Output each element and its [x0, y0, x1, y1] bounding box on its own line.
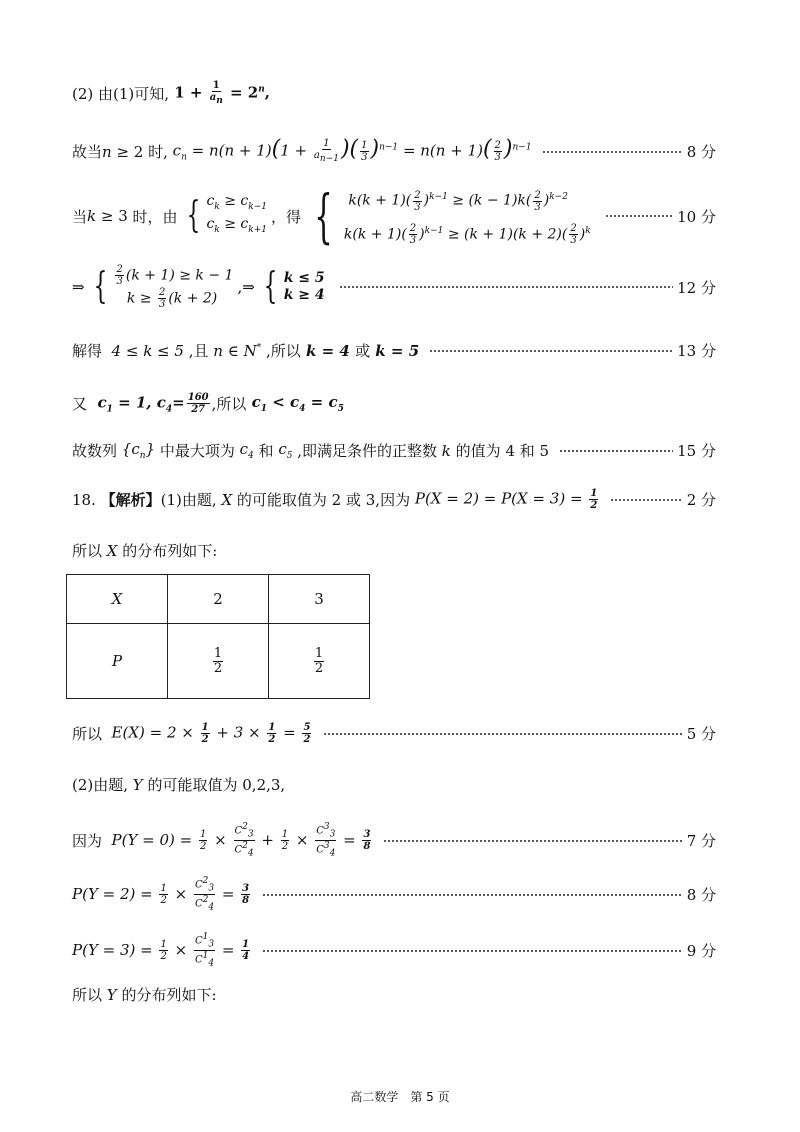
- dot-leader: [610, 499, 682, 501]
- inequality-system: { $c_k \ge c_{k-1}$ $c_k \ge c_{k+1}$: [186, 193, 267, 236]
- fraction-numerator: 1: [314, 645, 324, 661]
- score-label: 9 分: [686, 942, 716, 961]
- distribution-table: [66, 574, 370, 699]
- line-text: 或: [355, 342, 371, 360]
- line-text: 故当: [72, 143, 103, 161]
- table-cell: 2: [168, 575, 269, 624]
- score-label: 10 分: [677, 207, 716, 226]
- line-text: 中最大项为: [159, 442, 235, 460]
- line-text: 时，由: [132, 207, 178, 226]
- solution-line-15: 所以 Y 的分布列如下:: [72, 985, 217, 1004]
- inequality-system: { $\frac{2}{3}$ (k + 1) ≥ k − 1 k ≥ $\frac{2}{3}$ (k + 2): [93, 264, 234, 310]
- table-cell: 3: [269, 575, 370, 624]
- dot-leader: [262, 950, 683, 952]
- inequality-system-expanded: { k(k + 1)( $\frac{2}{3}$ )$^{k-1}$ ≥ (k − 1)k( $\frac{2}{3}$ )$^{k-2}$ k(k + 1)( $\frac{2}{3}$ )$^{k-1}$ ≥ (k + 1)(k + 2)( $\frac{2}{3}$ )$^k$: [314, 182, 591, 250]
- line-text: ,且: [188, 342, 209, 360]
- line-text: 的分布列如下:: [121, 986, 217, 1004]
- solution-line-10: 所以 E(X) = 2 × $\frac{1}{2}$ + 3 × $\frac{1}{2}$ = $\frac{5}{2}$ 5 分: [72, 722, 716, 745]
- line-text: 所以: [72, 542, 103, 560]
- score-label: 15 分: [677, 442, 716, 460]
- dot-leader: [559, 450, 673, 452]
- table-row: [67, 624, 370, 699]
- line-text: 的分布列如下:: [122, 542, 218, 560]
- dot-leader: [429, 350, 673, 352]
- table-row: [67, 575, 370, 624]
- score-label: 13 分: [677, 342, 716, 360]
- condition: n: [102, 142, 112, 161]
- formula: 1 + $\frac{1}{a_n}$ = $2^n$,: [169, 80, 270, 106]
- inequality-result: { k ≤ 5 k ≥ 4: [263, 266, 325, 307]
- dot-leader: [542, 151, 683, 153]
- table-cell: X: [67, 575, 168, 624]
- solution-line-3: 当 k ≥ 3 时，由 { $c_k \ge c_{k-1}$ $c_k \ge c_{k+1}$ ，得 { k(k + 1)( $\frac{2}{3}$ )$^{k-1}$ ≥ (k − 1)k( $\frac{2}{3}$ )$^{k-2}$ k(k + 1)( $\frac{2}{3}$ )$^{k-1}$ ≥ (k + 1)(k + 2)( $\frac{2}{3}$ )$^k$ 10 分: [72, 182, 716, 250]
- solution-line-4: ⇒ { $\frac{2}{3}$ (k + 1) ≥ k − 1 k ≥ $\frac{2}{3}$ (k + 2) ,⇒ { k ≤ 5 k ≥ 4 12 分: [72, 264, 716, 310]
- fraction-numerator: 1: [213, 645, 223, 661]
- problem-number: 18.: [72, 490, 96, 509]
- solution-line-2: 故当 n ≥ 2 时, $c_n = n(n + 1)(1$ + $\frac{1}{a_{n-1}}$ )( $\frac{1}{3}$ )$^{n-1}$ = n(n + 1)( $\frac{2}{3}$ )$^{n-1}$ 8 分: [72, 136, 716, 164]
- solution-line-1: [72, 80, 716, 107]
- line-text: (1)由题,: [160, 491, 217, 509]
- score-label: 2 分: [686, 491, 716, 509]
- line-text: 和: [258, 442, 274, 460]
- line-text: 的可能取值为 0,2,3,: [147, 776, 286, 794]
- line-text: 所以: [72, 986, 103, 1004]
- table-cell: [269, 624, 370, 699]
- solution-line-6: 又 $c_1 = 1$, $c_4=$ $\frac{160}{27}$ ,所以 $c_1 < c_4 = c_5$: [72, 392, 344, 415]
- line-text: 当: [72, 207, 88, 226]
- line-text: (2) 由(1)可知,: [72, 85, 170, 103]
- solution-line-11: (2)由题, Y 的可能取值为 0,2,3,: [72, 775, 286, 794]
- dot-leader: [383, 840, 682, 842]
- score-label: 8 分: [686, 886, 716, 905]
- formula: $c_n = n(n + 1)(1$ + $\frac{1}{a_{n-1}}$ )( $\frac{1}{3}$ )$^{n-1}$ = n(n + 1)( $\frac{2}{3}$ )$^{n-1}$: [167, 136, 532, 164]
- dot-leader: [323, 733, 682, 735]
- solution-line-14: P(Y = 3) = $\frac{1}{2}$ × $\frac{C^1_3}{C^1_4}$ = $\frac{1}{4}$ 9 分: [72, 932, 716, 969]
- score-label: 12 分: [677, 278, 716, 297]
- table-cell: [168, 624, 269, 699]
- solution-line-8: 18. 【解析】 (1)由题, X 的可能取值为 2 或 3,因为 P(X = 2) = P(X = 3) = $\frac{1}{2}$ 2 分: [72, 488, 716, 511]
- dot-leader: [339, 286, 674, 288]
- line-text: 因为: [72, 832, 103, 851]
- line-text: (2)由题,: [72, 776, 129, 794]
- solution-line-9: 所以 X 的分布列如下:: [72, 541, 218, 560]
- line-text: 解得: [72, 342, 103, 360]
- line-text: 故数列: [72, 442, 118, 460]
- solution-line-12: 因为 P(Y = 0) = $\frac{1}{2}$ × $\frac{C^2_3}{C^2_4}$ + $\frac{1}{2}$ × $\frac{C^3_3}{C^3_4}$ = $\frac{3}{8}$ 7 分: [72, 822, 716, 859]
- fraction-denominator: 2: [314, 660, 324, 676]
- line-text: ,所以: [265, 342, 301, 360]
- line-text: 时,: [148, 143, 168, 161]
- solution-line-7: 故数列 $\{c_n\}$ 中最大项为 $c_4$ 和 $c_5$ ,即满足条件的正整数 k 的值为 4 和 5 15 分: [72, 440, 716, 461]
- analysis-tag: 【解析】: [100, 491, 161, 509]
- line-text: 的可能取值为 2 或 3,因为: [236, 491, 411, 509]
- line-text: 所以: [72, 725, 103, 743]
- line-text: ，得: [270, 207, 301, 226]
- dot-leader: [262, 894, 683, 896]
- page-footer: 高二数学 第 5 页: [350, 1090, 450, 1104]
- solution-line-5: 解得 4 ≤ k ≤ 5 ,且 n ∈ N* ,所以 k = 4 或 k = 5 13 分: [72, 341, 716, 360]
- line-text: 又: [72, 395, 88, 413]
- fraction-denominator: 2: [213, 660, 223, 676]
- score-label: 8 分: [686, 143, 716, 161]
- score-label: 5 分: [686, 725, 716, 743]
- line-text: 的值为 4 和 5: [455, 442, 550, 460]
- solution-line-13: P(Y = 2) = $\frac{1}{2}$ × $\frac{C^2_3}{C^2_4}$ = $\frac{3}{8}$ 8 分: [72, 876, 716, 913]
- score-label: 7 分: [686, 832, 716, 851]
- line-text: ,即满足条件的正整数: [297, 442, 438, 460]
- dot-leader: [605, 215, 673, 217]
- line-text: ,所以: [211, 395, 247, 413]
- table-cell: P: [67, 624, 168, 699]
